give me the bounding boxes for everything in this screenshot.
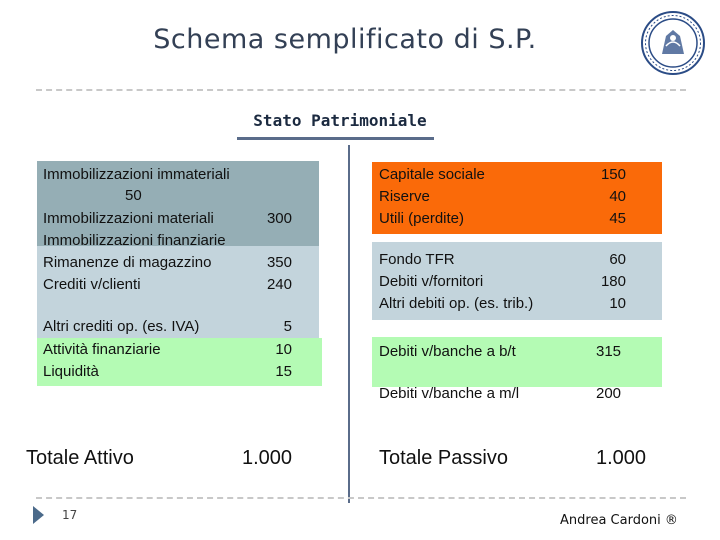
totale-passivo-label: Totale Passivo	[379, 447, 508, 469]
totale-passivo-value: 1.000	[596, 447, 647, 469]
altri-debiti-label: Altri debiti op. (es. trib.)	[379, 295, 534, 312]
slide-bullet-arrow-icon	[33, 506, 44, 524]
title-underline	[237, 137, 434, 140]
fondo-tfr-value: 60	[609, 251, 626, 268]
altri-crediti-label: Altri crediti op. (es. IVA)	[43, 318, 200, 335]
attivita-finanziarie-value: 10	[275, 341, 292, 358]
immobilizzazioni-immateriali-value: 50	[125, 187, 142, 204]
center-divider	[348, 145, 350, 503]
university-seal-icon	[640, 10, 706, 76]
attivita-finanziarie-label: Attività finanziarie	[43, 341, 161, 358]
riserve-value: 40	[609, 188, 626, 205]
top-divider	[36, 89, 686, 91]
totale-attivo-value: 1.000	[242, 447, 293, 469]
utili-value: 45	[609, 210, 626, 227]
rimanenze-value: 350	[266, 254, 292, 271]
debiti-banche-bt-value: 315	[596, 343, 622, 360]
immobilizzazioni-immateriali-label: Immobilizzazioni immateriali	[43, 166, 230, 183]
page-number: 17	[62, 508, 78, 522]
fondo-tfr-label: Fondo TFR	[379, 251, 455, 268]
liquidita-value: 15	[275, 363, 292, 380]
debiti-fornitori-value: 180	[600, 273, 626, 290]
author-credit: Andrea Cardoni ®	[560, 513, 678, 528]
crediti-clienti-label: Crediti v/clienti	[43, 276, 141, 293]
altri-debiti-value: 10	[609, 295, 626, 312]
utili-label: Utili (perdite)	[379, 210, 465, 227]
capitale-sociale-value: 150	[600, 166, 626, 183]
altri-crediti-value: 5	[283, 318, 292, 335]
totale-attivo-label: Totale Attivo	[26, 447, 134, 469]
riserve-label: Riserve	[379, 188, 430, 205]
section-title: Stato Patrimoniale	[253, 111, 427, 130]
debiti-banche-ml-value: 200	[596, 385, 622, 402]
crediti-clienti-value: 240	[266, 276, 292, 293]
immobilizzazioni-finanziarie-label: Immobilizzazioni finanziarie	[43, 232, 226, 249]
slide-title: Schema semplificato di S.P.	[153, 24, 537, 55]
liquidita-label: Liquidità	[43, 363, 99, 380]
immobilizzazioni-materiali-label: Immobilizzazioni materiali	[43, 210, 214, 227]
capitale-sociale-label: Capitale sociale	[379, 166, 485, 183]
immobilizzazioni-materiali-value: 300	[266, 210, 292, 227]
debiti-banche-bt-label: Debiti v/banche a b/t	[379, 343, 516, 360]
debiti-banche-ml-label: Debiti v/banche a m/l	[379, 385, 520, 402]
debiti-fornitori-label: Debiti v/fornitori	[379, 273, 484, 290]
rimanenze-label: Rimanenze di magazzino	[43, 254, 212, 271]
bottom-divider	[36, 497, 686, 499]
